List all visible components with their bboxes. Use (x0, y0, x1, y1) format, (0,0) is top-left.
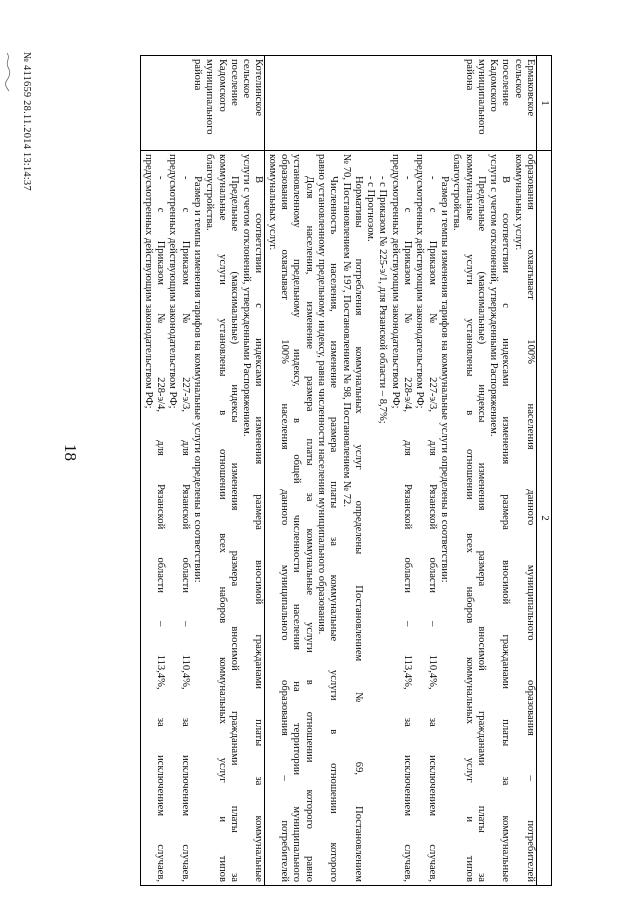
text-line: предусмотренных действующим законодательством РФ; (414, 154, 426, 409)
text-line: образования охватывает 100% населения данного муниципального образования – потребителей (279, 154, 291, 882)
region-line: Кадомского (216, 59, 228, 112)
text-line: равно установленному предельному индексу, равна численности населения муниципального образования. (315, 154, 327, 635)
col-header-2: 2 (537, 151, 552, 886)
text-line: коммунальных услуг. (266, 154, 278, 251)
text-line: коммунальных услуг. (512, 154, 524, 251)
text-line: установленному предельному индексу, в общей численности населения на территории муниципального (291, 154, 303, 882)
text-line: Нормативы потребления коммунальных услуг определены Постановлением № 69, Постановлением (352, 176, 364, 882)
text-line: Размер и темпы изменения тарифов на коммунальные услуги определены в соответствии: (191, 176, 203, 583)
region-line: сельское поселение (228, 59, 253, 106)
text-line: коммунальные услуги установлены в отношении всех наборов коммунальных услуг и типов (216, 154, 228, 882)
text-line: В соответствии с индексами изменения размера вносимой гражданами платы за коммунальные (253, 176, 265, 882)
text-line: предусмотренных действующим законодательством РФ; (167, 154, 179, 409)
description-cell (265, 151, 537, 886)
text-line: благоустройства. (204, 154, 216, 231)
text-line: - с Приказом № 228-э/4, для Рязанской области – 113,4%, за исключением случаев, (402, 176, 414, 882)
text-line: услуги с учетом отклонений, утвержденными Распоряжением. (241, 154, 253, 437)
signature-mark (4, 52, 12, 92)
tariff-table (141, 55, 553, 886)
table-row (141, 56, 265, 886)
region-line: района (191, 59, 203, 91)
table-header-row (537, 56, 552, 886)
region-line: Кадомского (488, 59, 500, 112)
text-line: - с Приказом № 228-э/4, для Рязанской области – 113,4%, за исключением случаев, (155, 176, 167, 882)
region-line: Ермаковское сельское поселение (500, 59, 536, 117)
text-line: В соответствии с индексами изменения размера вносимой гражданами платы за коммунальные (500, 176, 512, 882)
text-line: Доля населения, изменение размера платы за коммунальные услуги в отношении которого равно (303, 176, 315, 882)
text-line: предусмотренных действующим законодательством РФ; (142, 154, 154, 409)
text-line: коммунальные услуги установлены в отношении всех наборов коммунальных услуг и типов (463, 154, 475, 882)
text-line: образования охватывает 100% населения данного муниципального образования – потребителей (525, 154, 536, 882)
text-line: Предельные (максимальные) индексы изменения размера вносимой гражданами платы за (228, 176, 240, 882)
text-line: благоустройства. (451, 154, 463, 231)
region-line: муниципального (204, 59, 216, 135)
col-header-1: 1 (537, 56, 552, 151)
text-line: - с Прогнозом. (365, 176, 377, 242)
text-line: услуги с учетом отклонений, утвержденными Распоряжением. (488, 154, 500, 437)
page-number: 18 (61, 444, 80, 461)
region-line: района (463, 59, 475, 91)
region-line: Котелинское (253, 59, 265, 117)
region-line: муниципального (475, 59, 487, 135)
text-line: - с Приказом № 227-э/3, для Рязанской области – 110,4%, за исключением случаев, (179, 176, 191, 882)
text-line: № 70, Постановлением № 197, Постановлением № 98, Постановлением № 72. (340, 154, 352, 507)
text-line: предусмотренных действующим законодательством РФ; (389, 154, 401, 409)
region-cell (141, 56, 265, 151)
text-line: Размер и темпы изменения тарифов на коммунальные услуги определены в соответствии: (438, 176, 450, 583)
text-line: Численность населения, изменение размера платы за коммунальные услуги в отношении которого (328, 176, 340, 882)
table-row (265, 56, 537, 886)
document-footer-id: № 411659 28.11.2014 13:14:37 (21, 52, 32, 191)
region-cell (265, 56, 537, 151)
description-cell (141, 151, 265, 886)
text-line: - с Приказом № 225-э/1, для Рязанской области – 8,7%; (377, 176, 389, 424)
text-line: - с Приказом № 227-э/3, для Рязанской области – 110,4%, за исключением случаев, (426, 176, 438, 882)
text-line: Предельные (максимальные) индексы изменения размера вносимой гражданами платы за (475, 176, 487, 882)
